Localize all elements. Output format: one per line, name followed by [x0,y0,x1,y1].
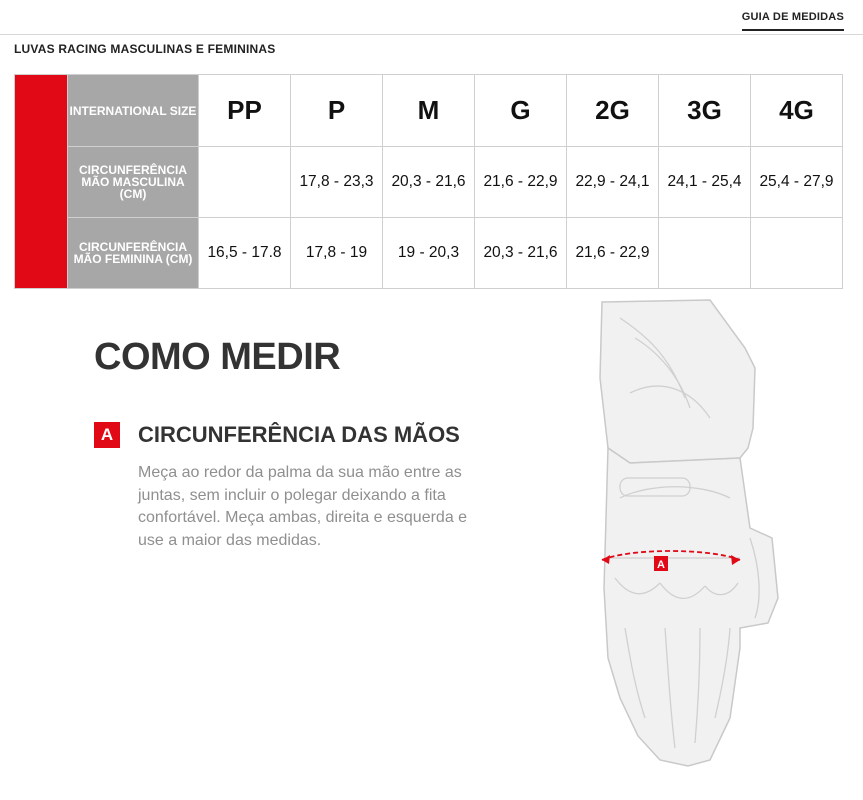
row-header-female: CIRCUNFERÊNCIA MÃO FEMININA (CM) [68,218,199,289]
step-description: Meça ao redor da palma da sua mão entre as juntas, sem incluir o polegar deixando a fita confortável. Meça ambas, direita e esquerda e use a maior das medidas. [138,464,468,549]
size-cell: 4G [751,75,843,147]
male-value-cell: 25,4 - 27,9 [751,147,843,218]
table-row-male [15,147,843,218]
male-value-cell: 24,1 - 25,4 [659,147,751,218]
size-cell: G [475,75,567,147]
female-value-cell: 16,5 - 17.8 [199,218,291,289]
size-cell: PP [199,75,291,147]
male-value-cell: 21,6 - 22,9 [475,147,567,218]
female-value-cell: 19 - 20,3 [383,218,475,289]
step-badge: A [94,422,120,448]
female-value-cell [659,218,751,289]
male-value-cell: 17,8 - 23,3 [291,147,383,218]
glove-illustration [590,298,780,768]
measure-marker-label: A [657,559,665,571]
accent-block [15,75,68,289]
male-value-cell [199,147,291,218]
top-bar [0,0,863,35]
row-header-international: INTERNATIONAL SIZE [68,75,199,147]
size-cell: P [291,75,383,147]
table-row-international [15,75,843,147]
page-subtitle: LUVAS RACING MASCULINAS E FEMININAS [14,42,276,56]
size-cell: 3G [659,75,751,147]
how-to-measure-title: COMO MEDIR [94,336,341,378]
table-row-female [15,218,843,289]
female-value-cell: 21,6 - 22,9 [567,218,659,289]
step-title: CIRCUNFERÊNCIA DAS MÃOS [138,422,460,447]
size-table [14,74,843,289]
female-value-cell [751,218,843,289]
row-header-male: CIRCUNFERÊNCIA MÃO MASCULINA (CM) [68,147,199,218]
female-value-cell: 17,8 - 19 [291,218,383,289]
size-cell: M [383,75,475,147]
size-guide-tab[interactable]: GUIA DE MEDIDAS [742,11,844,31]
size-cell: 2G [567,75,659,147]
female-value-cell: 20,3 - 21,6 [475,218,567,289]
male-value-cell: 22,9 - 24,1 [567,147,659,218]
male-value-cell: 20,3 - 21,6 [383,147,475,218]
